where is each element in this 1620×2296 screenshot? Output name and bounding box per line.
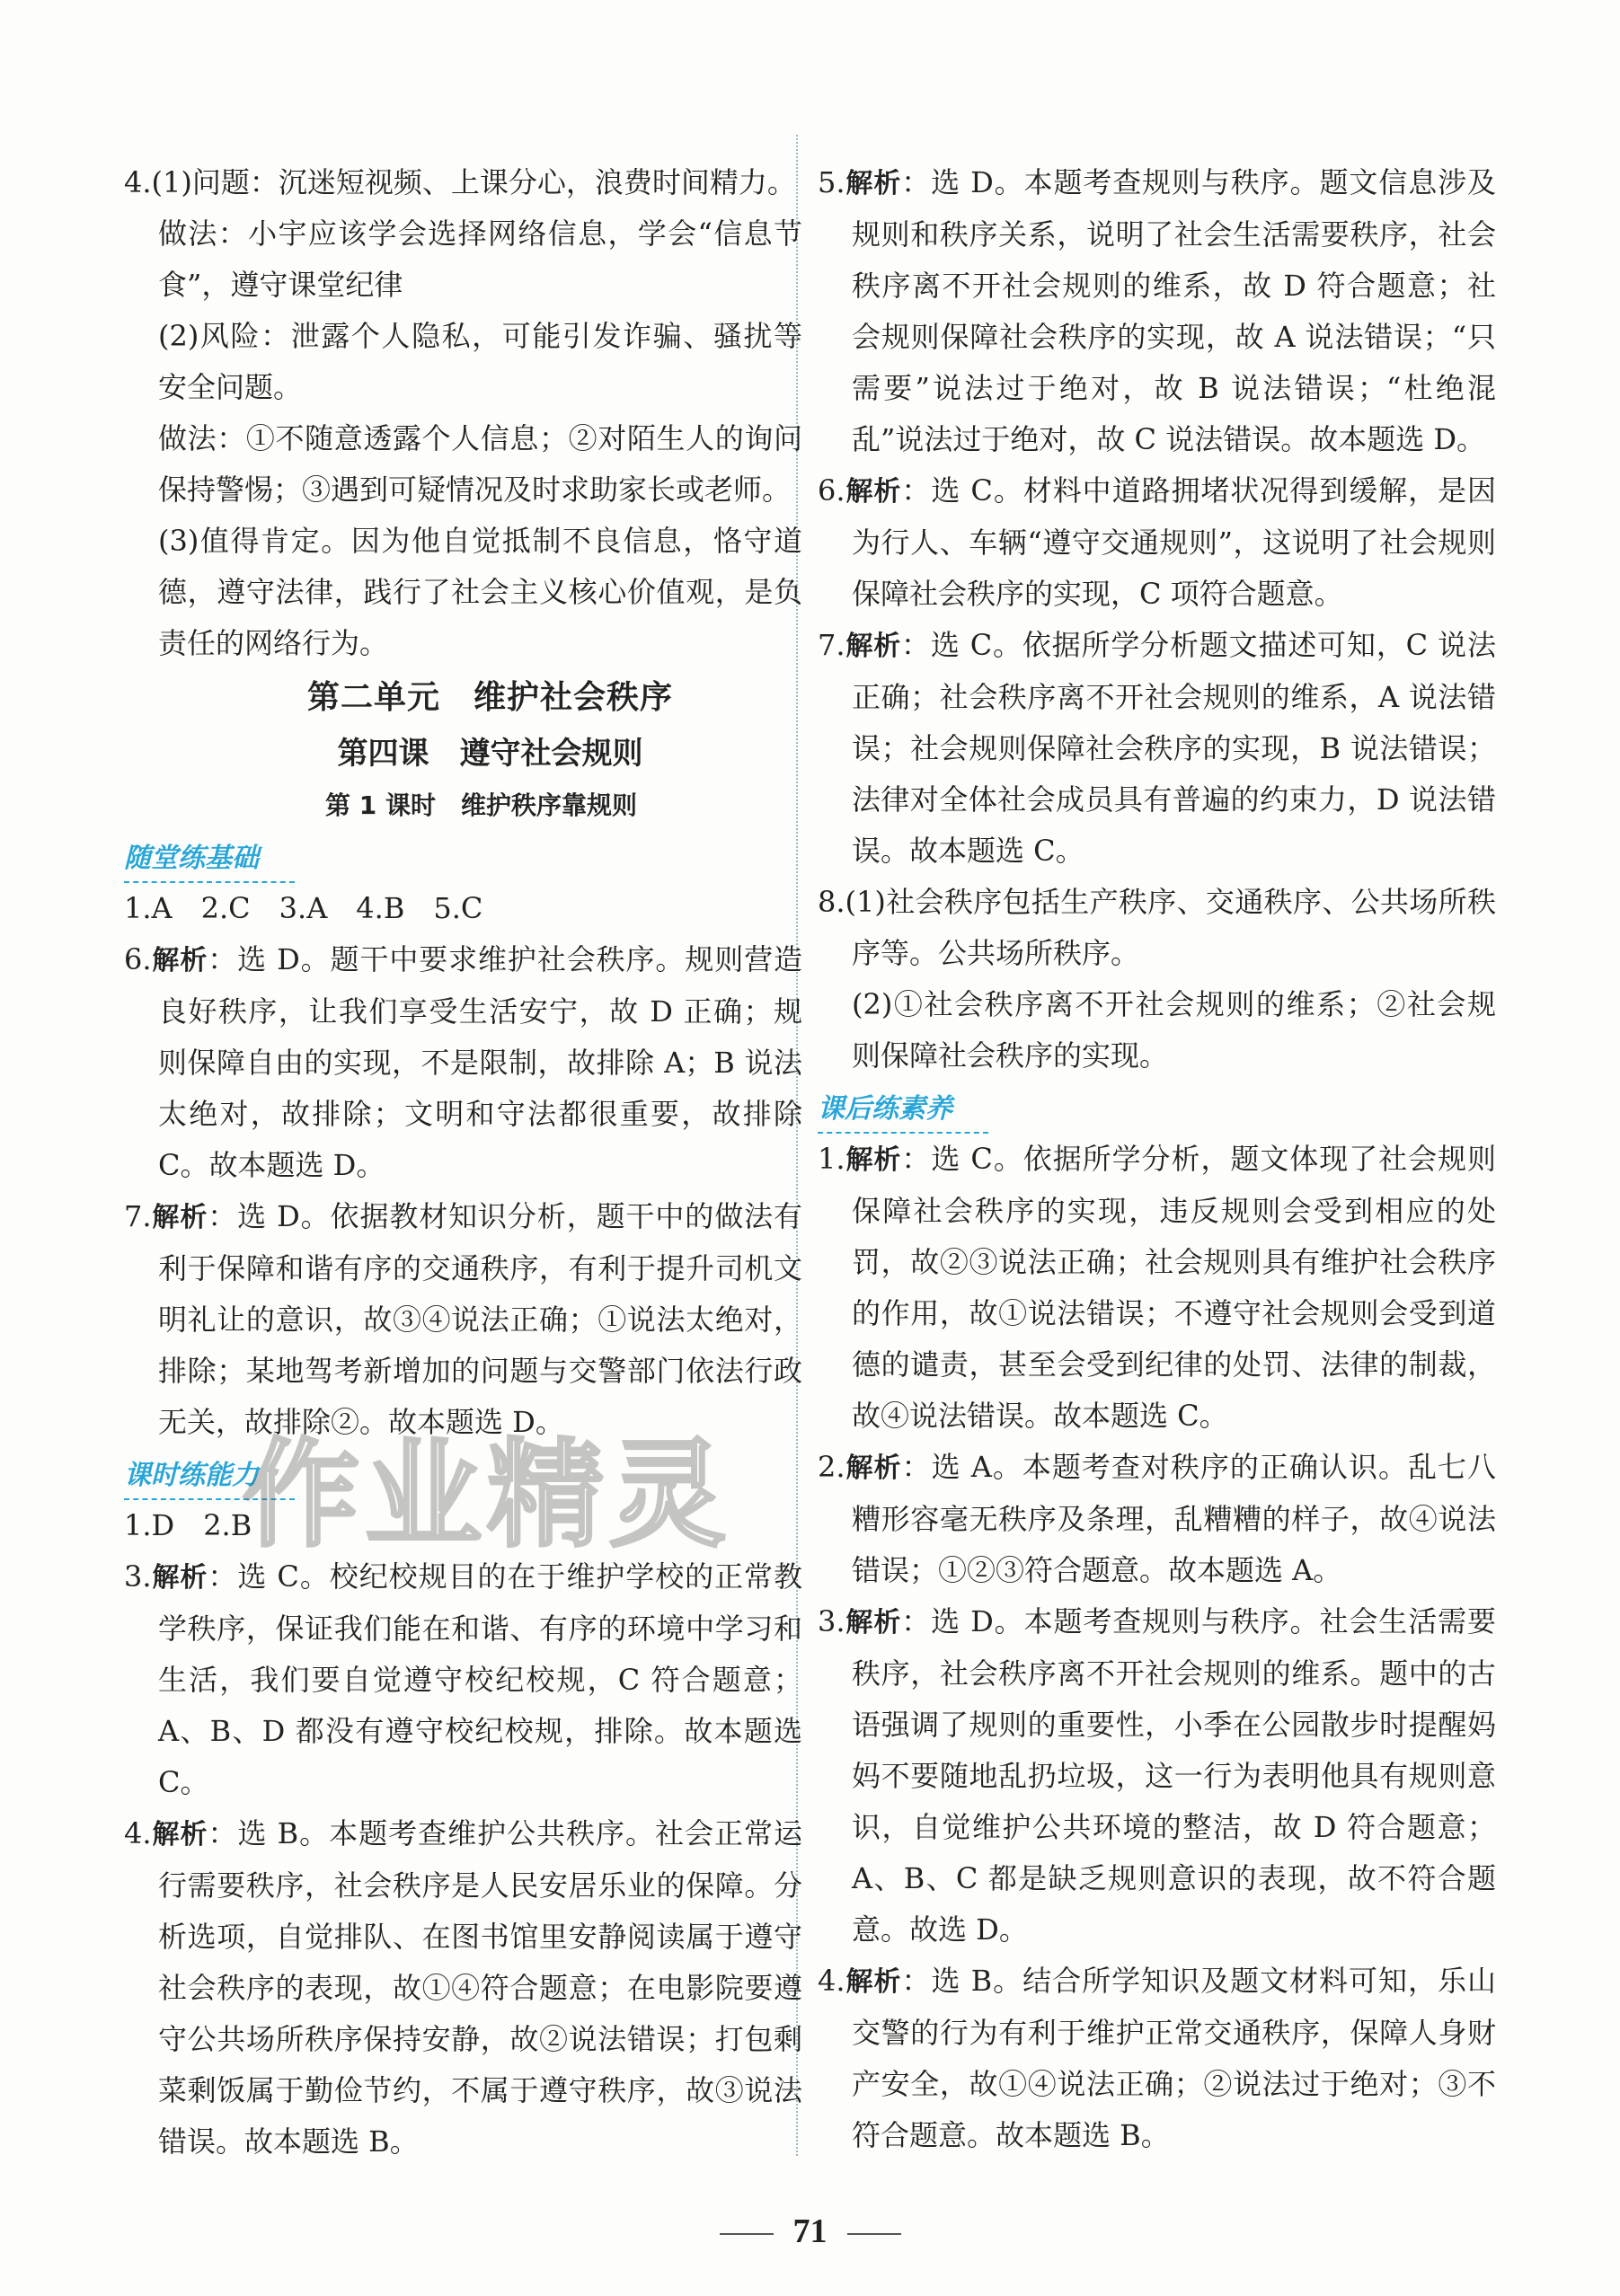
answer-text: ：选 C。依据所学分析，题文体现了社会规则保障社会秩序的实现，违反规则会受到相应的处罚，故②③说法正确；社会规则具有维护社会秩序的作用，故①说法错误；不遵守社会规则会受到道德的谴责，甚至会受到纪律的处罚、法律的制裁，故④说法错误。故本题选 C。 <box>852 1142 1496 1433</box>
choice-answers: 1.A 2.C 3.A 4.B 5.C <box>124 891 483 925</box>
answer-item <box>818 157 1496 465</box>
answer-text: ：选 D。题干中要求维护社会秩序。规则营造良好秩序，让我们享受生活安宁，故 D 正确；规则保障自由的实现，不是限制，故排除 A；B 说法太绝对，故排除；文明和守法都很重要，故排除 C。故本题选 D。 <box>158 942 802 1182</box>
analysis-label: 解析 <box>845 1144 902 1176</box>
watermark: 作业精灵 <box>243 1426 732 1563</box>
answer-item <box>818 620 1496 877</box>
page-number <box>0 2212 1620 2251</box>
answer-item <box>818 1442 1496 1596</box>
right-column <box>818 157 1496 2161</box>
analysis-label: 解析 <box>845 1607 902 1638</box>
answer-text: ：选 B。结合所学知识及题文材料可知，乐山交警的行为有利于维护正常交通秩序，保障人身财产安全，故①④说法正确；②说法过于绝对；③不符合题意。故本题选 B。 <box>852 1964 1497 2152</box>
answer-item <box>124 934 802 1191</box>
q4-method1: 做法：小宇应该学会选择网络信息，学会“信息节食”，遵守课堂纪律 <box>158 216 802 302</box>
answer-item <box>124 1808 802 2168</box>
answer-text: ：选 D。本题考查规则与秩序。社会生活需要秩序，社会秩序离不开社会规则的维系。题中的古语强调了规则的重要性，小季在公园散步时提醒妈妈不要随地乱扔垃圾，这一行为表明他具有规则意识，自觉维护公共环境的整洁，故 D 符合题意；A、B、C 都是缺乏规则意识的表现，故不符合题意。故选 D。 <box>852 1604 1496 1947</box>
answer-text: ：选 C。材料中道路拥堵状况得到缓解，是因为行人、车辆“遵守交通规则”，这说明了社会规则保障社会秩序的实现，C 项符合题意。 <box>852 473 1496 611</box>
analysis-label: 解析 <box>845 476 902 508</box>
q4-method2: 做法：①不随意透露个人信息；②对陌生人的询问保持警惕；③遇到可疑情况及时求助家长或老师。 <box>158 421 802 507</box>
analysis-label: 解析 <box>151 945 208 976</box>
answer-item <box>818 465 1496 620</box>
answer-number: 5. <box>818 165 845 199</box>
answer-number: 6. <box>818 473 845 508</box>
answer-item <box>818 1596 1496 1956</box>
analysis-label: 解析 <box>151 1202 208 1233</box>
section-label-ability: 课时练能力 <box>124 1453 295 1500</box>
analysis-label: 解析 <box>845 631 902 662</box>
answer-number: 3. <box>818 1604 845 1638</box>
answer-number: 6. <box>124 942 152 976</box>
analysis-label: 解析 <box>151 1562 208 1594</box>
left-column <box>124 157 802 2168</box>
page-number-dash-right <box>847 2233 901 2235</box>
answer-text: ：选 D。依据教材知识分析，题干中的做法有利于保障和谐有序的交通秩序，有利于提升司机文明礼让的意识，故③④说法正确；①说法太绝对，排除；某地驾考新增加的问题与交警部门依法行政无关，故排除②。故本题选 D。 <box>158 1199 802 1439</box>
answer-text: ：选 C。校纪校规目的在于维护学校的正常教学秩序，保证我们能在和谐、有序的环境中学习和生活，我们要自觉遵守校纪校规，C 符合题意；A、B、D 都没有遵守校纪校规，排除。故本题选 C。 <box>158 1559 802 1799</box>
q4-part3: (3)值得肯定。因为他自觉抵制不良信息，恪守道德，遵守法律，践行了社会主义核心价值观，是负责任的网络行为。 <box>158 524 802 660</box>
answer-item <box>818 1134 1496 1442</box>
answer-text: ：选 B。本题考查维护公共秩序。社会正常运行需要秩序，社会秩序是人民安居乐业的保障。分析选项，自觉排队、在图书馆里安静阅读属于遵守社会秩序的表现，故①④符合题意；在电影院要遵守公共场所秩序保持安静，故②说法错误；打包剩菜剩饭属于勤俭节约，不属于遵守秩序，故③说法错误。故本题选 B。 <box>158 1816 803 2159</box>
answer-text: ：选 D。本题考查规则与秩序。题文信息涉及规则和秩序关系，说明了社会生活需要秩序，社会秩序离不开社会规则的维系，故 D 符合题意；社会规则保障社会秩序的实现，故 A 说法错误；“只需要”说法过于绝对，故 B 说法错误；“杜绝混乱”说法过于绝对，故 C 说法错误。故本题选 D。 <box>852 165 1496 456</box>
answer-item <box>124 1191 802 1448</box>
answer-number: 4. <box>124 1816 152 1850</box>
answer-number: 7. <box>818 628 845 662</box>
q4-part2: (2)风险：泄露个人隐私，可能引发诈骗、骚扰等安全问题。 <box>158 319 802 404</box>
answer-number: 3. <box>124 1559 152 1594</box>
unit-title: 第二单元 维护社会秩序 <box>306 679 673 716</box>
q4-part1: 4.(1)问题：沉迷短视频、上课分心，浪费时间精力。 <box>124 165 796 199</box>
analysis-label: 解析 <box>845 1966 902 1998</box>
period-title: 第 1 课时 维护秩序靠规则 <box>325 790 637 820</box>
answer-number: 4. <box>818 1964 845 1998</box>
section-label-literacy: 课后练素养 <box>818 1087 988 1134</box>
answer-text: ：选 C。依据所学分析题文描述可知，C 说法正确；社会秩序离不开社会规则的维系，A 说法错误；社会规则保障社会秩序的实现，B 说法错误；法律对全体社会成员具有普遍的约束力，D 说法错误。故本题选 C。 <box>852 628 1496 868</box>
answer-item <box>818 1956 1496 2161</box>
page-number-dash-left <box>720 2233 774 2235</box>
analysis-label: 解析 <box>151 1819 208 1850</box>
answer-number: 7. <box>124 1199 152 1233</box>
answer-number: 2. <box>818 1450 845 1484</box>
choice-answers: 1.D 2.B <box>124 1508 252 1542</box>
q8-part1: 8.(1)社会秩序包括生产秩序、交通秩序、公共场所秩序等。公共场所秩序。 <box>818 885 1496 970</box>
page-number-text: 71 <box>792 2212 828 2250</box>
lesson-title: 第四课 遵守社会规则 <box>337 736 643 772</box>
analysis-label: 解析 <box>845 168 902 199</box>
q8-part2: (2)①社会秩序离不开社会规则的维系；②社会规则保障社会秩序的实现。 <box>852 987 1496 1073</box>
section-label-basic: 随堂练基础 <box>124 836 295 883</box>
answer-item <box>124 1551 802 1808</box>
analysis-label: 解析 <box>845 1453 902 1484</box>
answer-text: ：选 A。本题考查对秩序的正确认识。乱七八糟形容毫无秩序及条理，乱糟糟的样子，故④说法错误；①②③符合题意。故本题选 A。 <box>852 1450 1496 1587</box>
answer-number: 1. <box>818 1142 845 1176</box>
